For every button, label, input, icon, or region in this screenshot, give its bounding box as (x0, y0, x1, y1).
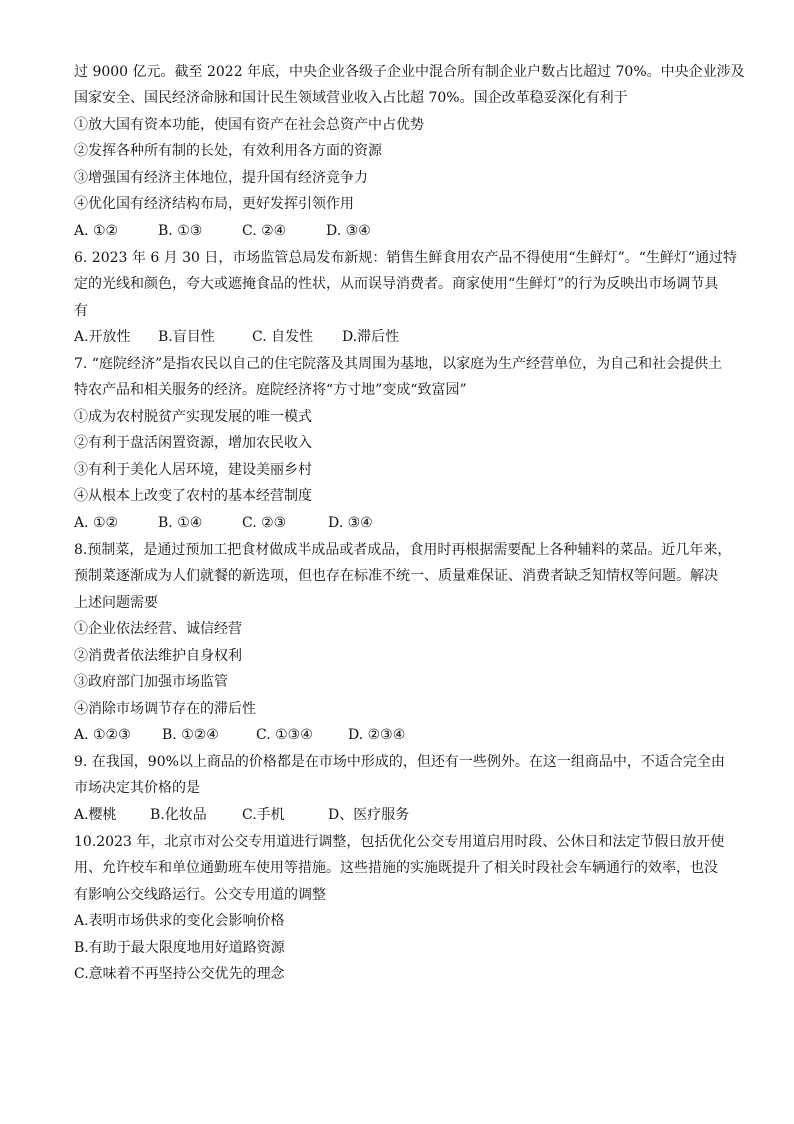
q9-option-d: D、医疗服务 (328, 807, 410, 823)
q10-stem-line-2: 用、允许校车和单位通勤班车使用等措施。这些措施的实施既提升了相关时段社会车辆通行的效率，也没 (74, 860, 718, 876)
q6-option-a: A.开放性 (74, 329, 131, 345)
q10-option-b: B.有助于最大限度地用好道路资源 (74, 940, 285, 956)
q8-stem-line-1: 8.预制菜，是通过预加工把食材做成半成品或者成品，食用时再根据需要配上各种辅料的菜品。近几年来， (74, 542, 732, 558)
q10-option-a: A.表明市场供求的变化会影响价格 (74, 913, 285, 929)
q6-stem-line-3: 有 (74, 303, 88, 319)
q8-statement-1: ①企业依法经营、诚信经营 (74, 621, 242, 637)
q6-stem-line-1: 6. 2023 年 6 月 30 日，市场监管总局发布新规：销售生鲜食用农产品不得使用“生鲜灯”。“生鲜灯”通过特 (74, 250, 738, 266)
q6-option-b: B.盲目性 (158, 329, 215, 345)
q10-stem-line-3: 有影响公交线路运行。公交专用道的调整 (74, 887, 326, 903)
q9-option-c: C.手机 (242, 807, 285, 823)
q9-stem-line-1: 9. 在我国，90%以上商品的价格都是在市场中形成的，但还有一些例外。在这一组商品中，不适合完全由 (74, 754, 725, 770)
q7-option-b: B. ①④ (158, 515, 203, 531)
q8-option-d: D. ②③④ (348, 727, 406, 743)
q7-statement-3: ③有利于美化人居环境，建设美丽乡村 (74, 462, 312, 478)
q8-statement-2: ②消费者依法维护自身权利 (74, 648, 242, 664)
q6-option-d: D.滞后性 (342, 329, 400, 345)
q7-option-c: C. ②③ (242, 515, 287, 531)
q5-stem-line-2: 国家安全、国民经济命脉和国计民生领域营业收入占比超 70%。国企改革稳妥深化有利于 (74, 90, 628, 106)
q5-statement-4: ④优化国有经济结构布局，更好发挥引领作用 (74, 196, 354, 212)
q9-option-b: B.化妆品 (150, 807, 207, 823)
q5-option-c: C. ②④ (242, 223, 287, 239)
q8-stem-line-3: 上述问题需要 (74, 595, 158, 611)
q7-statement-1: ①成为农村脱贫产实现发展的唯一模式 (74, 409, 312, 425)
q7-statement-4: ④从根本上改变了农村的基本经营制度 (74, 488, 312, 504)
q7-options (74, 513, 414, 533)
q10-option-c: C.意味着不再坚持公交优先的理念 (74, 966, 285, 982)
q9-options (74, 805, 434, 825)
q8-option-a: A. ①②③ (74, 727, 131, 743)
q5-option-b: B. ①③ (158, 223, 203, 239)
q5-option-a: A. ①② (74, 223, 119, 239)
q8-stem-line-2: 预制菜逐渐成为人们就餐的新选项，但也存在标准不统一、质量难保证、消费者缺乏知情权等问题。解决 (74, 568, 718, 584)
q6-stem-line-2: 定的光线和颜色，夸大或遮掩食品的性状，从而误导消费者。商家使用“生鲜灯”的行为反映出市场调节具 (74, 276, 719, 292)
q8-statement-4: ④消除市场调节存在的滞后性 (74, 701, 256, 717)
q9-stem-line-2: 市场决定其价格的是 (74, 780, 200, 796)
q5-option-d: D. ③④ (326, 223, 371, 239)
q7-stem-line-2: 特农产品和相关服务的经济。庭院经济将“方寸地”变成“致富园” (74, 382, 467, 398)
q5-statement-2: ②发挥各种所有制的长处，有效利用各方面的资源 (74, 143, 382, 159)
q5-statement-3: ③增强国有经济主体地位，提升国有经济竞争力 (74, 170, 368, 186)
q7-option-d: D. ③④ (328, 515, 373, 531)
q5-stem-line-1: 过 9000 亿元。截至 2022 年底，中央企业各级子企业中混合所有制企业户数占比超过 70%。中央企业涉及 (74, 64, 745, 80)
q7-option-a: A. ①② (74, 515, 119, 531)
q9-option-a: A.樱桃 (74, 807, 117, 823)
q8-option-c: C. ①③④ (256, 727, 313, 743)
q7-stem-line-1: 7. “庭院经济”是指农民以自己的住宅院落及其周围为基地，以家庭为生产经营单位，为自己和社会提供土 (74, 356, 723, 372)
q8-options (74, 725, 454, 745)
q6-options (74, 327, 434, 347)
q7-statement-2: ②有利于盘活闲置资源，增加农民收入 (74, 435, 312, 451)
q10-stem-line-1: 10.2023 年，北京市对公交专用道进行调整，包括优化公交专用道启用时段、公休日和法定节假日放开使 (74, 834, 725, 850)
q6-option-c: C. 自发性 (252, 329, 314, 345)
q8-statement-3: ③政府部门加强市场监管 (74, 674, 228, 690)
q8-option-b: B. ①②④ (162, 727, 219, 743)
q5-options (74, 221, 404, 241)
q5-statement-1: ①放大国有资本功能，使国有资产在社会总资产中占优势 (74, 117, 424, 133)
